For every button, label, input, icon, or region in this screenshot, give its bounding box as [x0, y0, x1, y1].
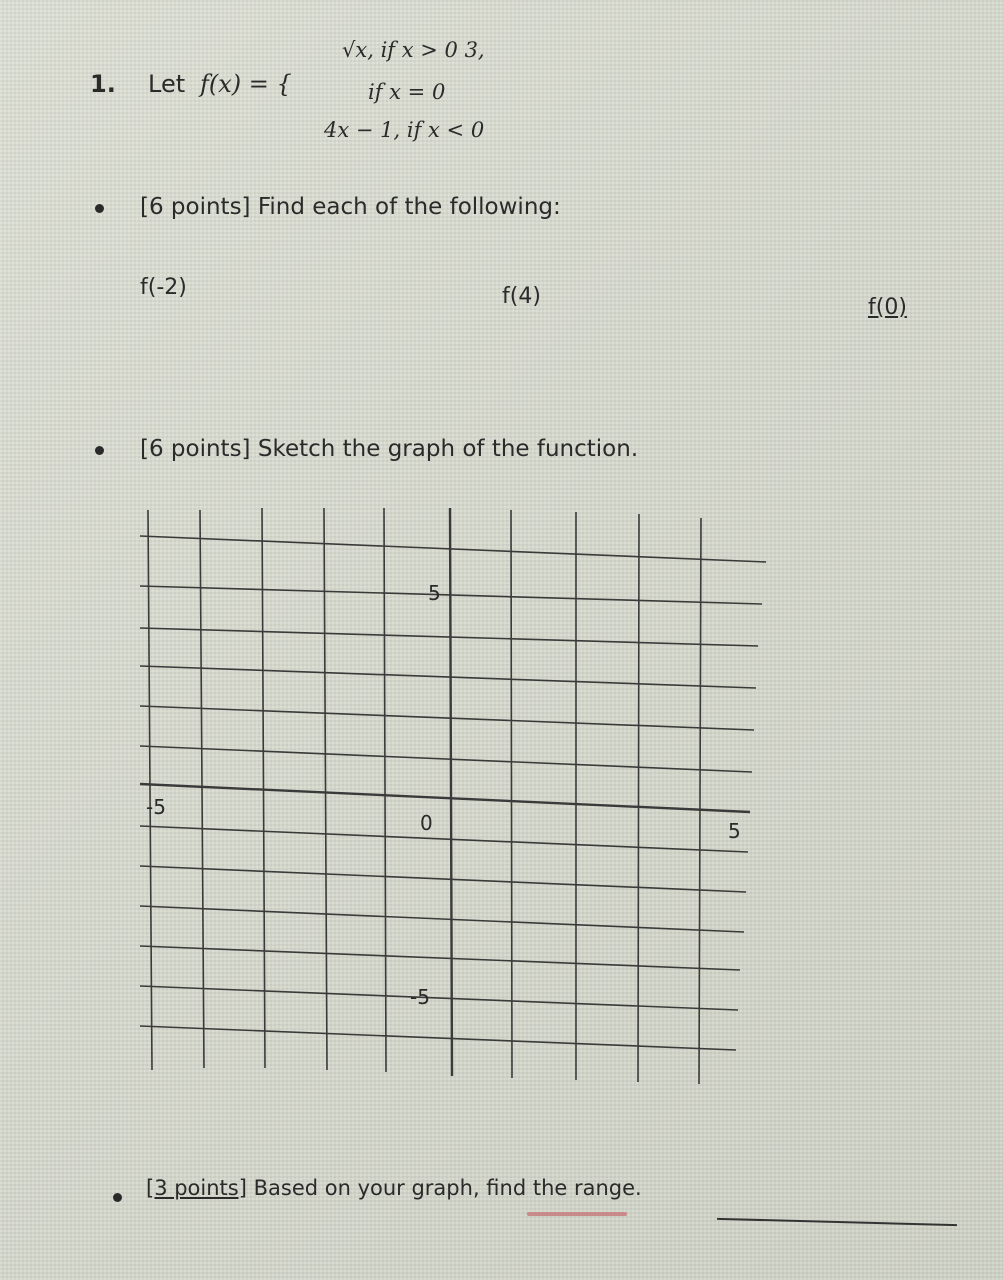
grid-line [140, 746, 752, 772]
part3-text: Based on your graph, find the range. [246, 1176, 642, 1200]
grid-line [140, 906, 744, 932]
origin-label: 0 [420, 811, 433, 835]
grid-line [140, 628, 758, 646]
part2-prompt: [6 points] Sketch the graph of the function. [140, 436, 639, 462]
grid-line [140, 986, 738, 1010]
function-definition: f(x) = { [200, 70, 292, 98]
bullet-icon [113, 1193, 122, 1202]
part3-prompt [146, 1176, 642, 1200]
item-f-neg2: f(-2) [140, 275, 187, 300]
part3-points: [3 points] [146, 1176, 247, 1200]
question-number: 1. [90, 70, 116, 98]
grid-line [140, 784, 750, 812]
grid-line [140, 826, 748, 852]
item-f-0: f(0) [868, 295, 907, 320]
case-zero: if x = 0 [368, 80, 446, 104]
grid-line [511, 510, 512, 1078]
part1-prompt: [6 points] Find each of the following: [140, 194, 561, 220]
case-sqrt: √x, if x > 0 3, [342, 38, 485, 62]
grid-line [140, 1026, 736, 1050]
grid-line [140, 866, 746, 892]
y-label-bottom: -5 [410, 985, 430, 1009]
case-linear: 4x − 1, if x < 0 [324, 118, 485, 142]
grid-line [324, 508, 327, 1070]
grid-line [140, 706, 754, 730]
grid-line [638, 514, 639, 1082]
let-text: Let [148, 70, 186, 98]
grid-line [262, 508, 265, 1068]
item-f-4: f(4) [502, 284, 541, 309]
highlight-mark [527, 1212, 627, 1216]
grid-line [200, 510, 204, 1068]
bullet-icon [95, 204, 104, 213]
grid-line [140, 536, 766, 562]
x-label-left: -5 [146, 795, 166, 819]
coordinate-grid[interactable] [130, 500, 780, 1100]
x-label-right: 5 [728, 819, 741, 843]
grid-line [450, 508, 452, 1076]
grid-line [140, 946, 740, 970]
answer-blank[interactable] [717, 1218, 957, 1226]
grid-line [140, 666, 756, 688]
y-label-top: 5 [428, 581, 441, 605]
bullet-icon [95, 446, 104, 455]
